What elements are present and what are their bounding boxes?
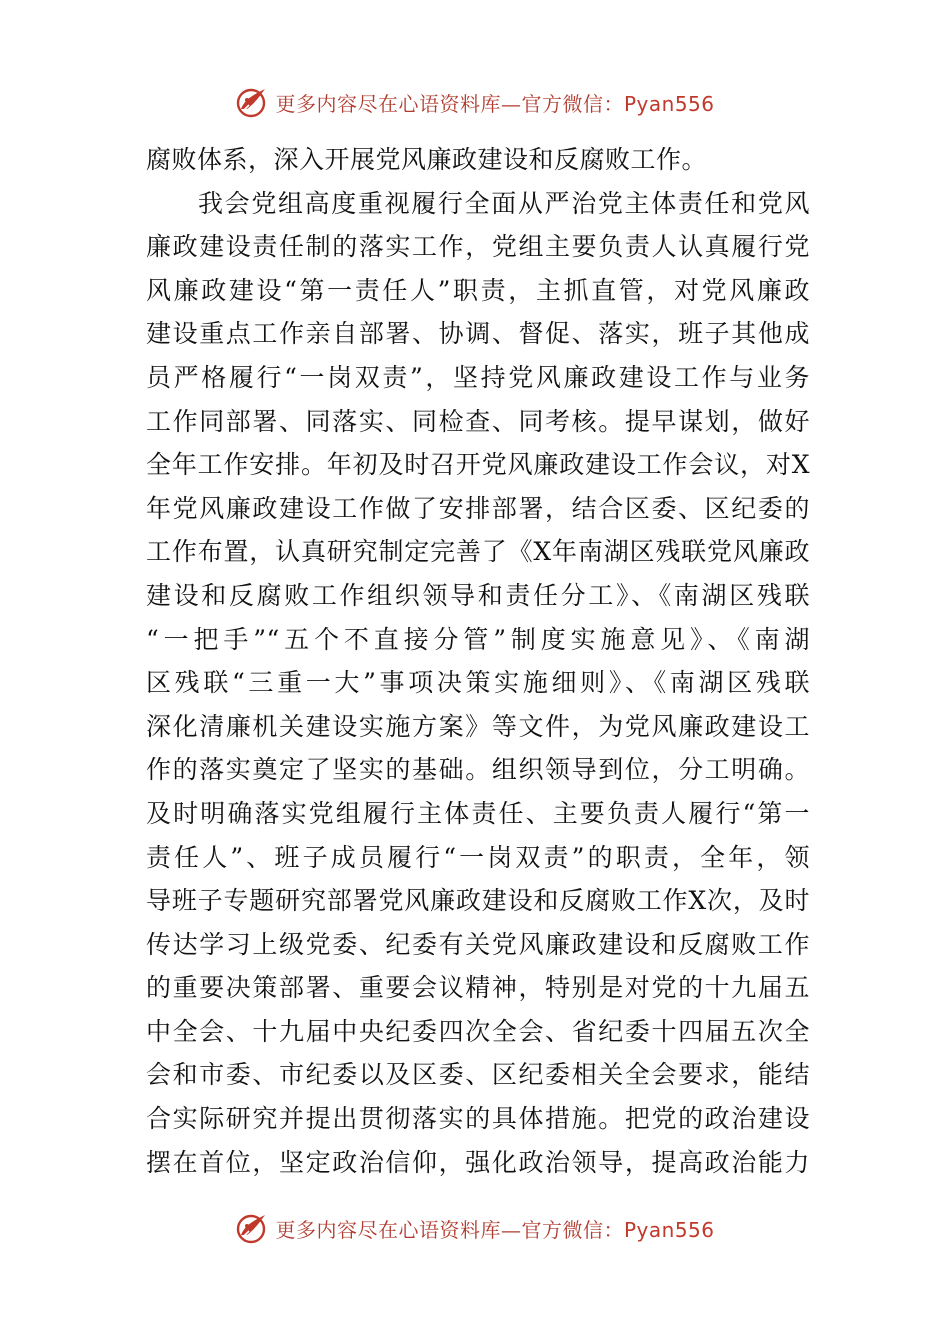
body-line: 深化清廉机关建设实施方案》等文件，为党风廉政建设工 [146, 711, 810, 741]
footer-brand-text: 更多内容尽在心语资料库—官方微信： [275, 1217, 624, 1242]
body-line: 合实际研究并提出贯彻落实的具体措施。把党的政治建设 [146, 1104, 810, 1134]
pen-nib-logo-icon [235, 85, 269, 119]
body-line: 导班子专题研究部署党风廉政建设和反腐败工作X次，及时 [146, 886, 810, 916]
body-line: 区残联“三重一大”事项决策实施细则》、《南湖区残联 [146, 668, 810, 698]
header-wechat-id: Pyan556 [623, 91, 715, 116]
body-line: 我会党组高度重视履行全面从严治党主体责任和党风 [198, 188, 810, 218]
body-line: 中全会、十九届中央纪委四次全会、省纪委十四届五次全 [146, 1016, 810, 1046]
body-line: 建设和反腐败工作组织领导和责任分工》、《南湖区残联 [146, 580, 810, 610]
body-line: 廉政建设责任制的落实工作，党组主要负责人认真履行党 [146, 232, 810, 262]
body-line: 年党风廉政建设工作做了安排部署，结合区委、区纪委的 [146, 493, 810, 523]
body-line: 作的落实奠定了坚实的基础。组织领导到位，分工明确。 [146, 755, 810, 785]
body-line: 风廉政建设“第一责任人”职责，主抓直管，对党风廉政 [146, 275, 810, 305]
body-line: 及时明确落实党组履行主体责任、主要负责人履行“第一 [146, 798, 810, 828]
body-line: 的重要决策部署、重要会议精神，特别是对党的十九届五 [146, 973, 810, 1003]
footer-banner-text [275, 1214, 714, 1243]
header-brand-text: 更多内容尽在心语资料库—官方微信： [275, 91, 624, 116]
body-line: 传达学习上级党委、纪委有关党风廉政建设和反腐败工作 [146, 929, 810, 959]
body-line: 工作布置，认真研究制定完善了《X年南湖区残联党风廉政 [146, 537, 810, 567]
body-line: 全年工作安排。年初及时召开党风廉政建设工作会议，对X [146, 450, 810, 480]
document-body [146, 138, 810, 1184]
header-banner-text [275, 88, 714, 117]
header-banner [0, 82, 950, 122]
body-line: 会和市委、市纪委以及区委、区纪委相关全会要求，能结 [146, 1060, 810, 1090]
body-line: 建设重点工作亲自部署、协调、督促、落实，班子其他成 [146, 319, 810, 349]
footer-banner [0, 1208, 950, 1248]
body-line: 腐败体系，深入开展党风廉政建设和反腐败工作。 [146, 145, 708, 174]
body-line: 工作同部署、同落实、同检查、同考核。提早谋划，做好 [146, 406, 810, 436]
footer-wechat-id: Pyan556 [623, 1217, 715, 1242]
body-line: 员严格履行“一岗双责”，坚持党风廉政建设工作与业务 [146, 362, 810, 392]
body-line: “一把手”“五个不直接分管”制度实施意见》、《南湖 [146, 624, 810, 654]
body-line: 摆在首位，坚定政治信仰，强化政治领导，提高政治能力 [146, 1147, 810, 1177]
pen-nib-logo-icon [235, 1211, 269, 1245]
body-line: 责任人”、班子成员履行“一岗双责”的职责，全年，领 [146, 842, 810, 872]
